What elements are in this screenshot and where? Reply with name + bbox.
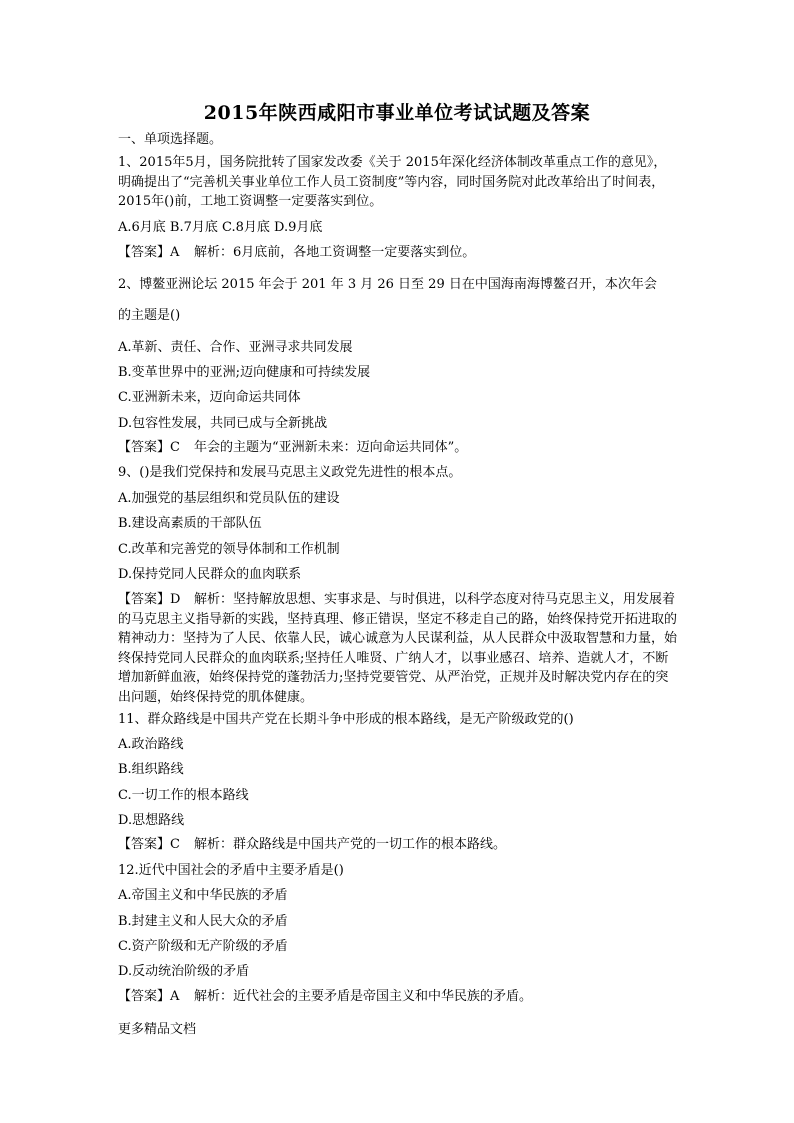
answer-tag: 【答案】C — [118, 440, 180, 455]
question-1-stem: 1、2015年5月，国务院批转了国家发改委《关于 2015年深化经济体制改革重点工作的意见》，明确提出了“完善机关事业单位工作人员工资制度”等内容，同时国务院对此改革给出了时间表，2015年()前，工地工资调整一定要落实到位。 — [118, 155, 667, 209]
question-12-option-b: B.封建主义和人民大众的矛盾 — [118, 914, 288, 929]
question-1-answer — [118, 243, 678, 262]
answer-tag: 【答案】C — [118, 837, 180, 852]
question-11-option-a: A.政治路线 — [118, 737, 184, 752]
question-9-option-c: C.改革和完善党的领导体制和工作机制 — [118, 542, 340, 557]
answer-explanation: 解析：近代社会的主要矛盾是帝国主义和中华民族的矛盾。 — [194, 989, 533, 1004]
question-11-option-c: C.一切工作的根本路线 — [118, 788, 249, 803]
answer-explanation: 解析：6月底前，各地工资调整一定要落实到位。 — [194, 245, 476, 260]
question-11-option-d: D.思想路线 — [118, 813, 185, 828]
answer-explanation: 年会的主题为“亚洲新未来：迈向命运共同体”。 — [194, 440, 468, 455]
question-9-option-a: A.加强党的基层组织和党员队伍的建设 — [118, 491, 340, 506]
question-12-option-a: A.帝国主义和中华民族的矛盾 — [118, 888, 288, 903]
answer-tag: 【答案】A — [118, 245, 180, 260]
answer-explanation: 解析：坚持解放思想、实事求是、与时俱进，以科学态度对待马克思主义，用发展着的马克思主义指导新的实践，坚持真理、修正错误，坚定不移走自己的路，始终保持党开拓进取的精神动力：坚持为了人民、依靠人民，诚心诚意为人民谋利益，从人民群众中汲取智慧和力量，始终保持党同人民群众的血肉联系;坚持任人唯贤、广纳人才，以事业感召、培养、造就人才，不断增加新鲜血液，始终保持党的蓬勃活力;坚持党要管党、从严治党，正规并及时解决党内存在的突出问题，始终保持党的肌体健康。 — [118, 592, 678, 705]
question-12-option-d: D.反动统治阶级的矛盾 — [118, 964, 250, 979]
question-12-stem: 12.近代中国社会的矛盾中主要矛盾是() — [118, 863, 344, 878]
footer-text: 更多精品文档 — [118, 1022, 197, 1037]
question-2-answer — [118, 438, 678, 457]
question-12-answer — [118, 987, 678, 1006]
question-2-option-a: A.革新、责任、合作、亚洲寻求共同发展 — [118, 340, 353, 355]
section-heading: 一、单项选择题。 — [118, 132, 223, 147]
question-2-option-b: B.变革世界中的亚洲;迈向健康和可持续发展 — [118, 365, 371, 380]
question-9-option-b: B.建设高素质的干部队伍 — [118, 516, 262, 531]
question-11-answer — [118, 835, 678, 854]
question-2-option-d: D.包容性发展，共同已成与全新挑战 — [118, 416, 328, 431]
answer-explanation: 解析：群众路线是中国共产党的一切工作的根本路线。 — [194, 837, 507, 852]
answer-tag: 【答案】A — [118, 989, 180, 1004]
question-2-stem-line1: 2、博鳌亚洲论坛 2015 年会于 201 年 3 月 26 日至 29 日在中国海南海博鳌召开，本次年会 — [118, 277, 657, 292]
question-1-options: A.6月底 B.7月底 C.8月底 D.9月底 — [118, 220, 323, 235]
question-9-answer — [118, 590, 678, 707]
question-9-stem: 9、()是我们党保持和发展马克思主义政党先进性的根本点。 — [118, 465, 462, 480]
question-9-option-d: D.保持党同人民群众的血肉联系 — [118, 567, 302, 582]
question-11-stem: 11、群众路线是中国共产党在长期斗争中形成的根本路线，是无产阶级政党的() — [118, 712, 574, 727]
question-2-option-c: C.亚洲新未来，迈向命运共同体 — [118, 390, 301, 405]
document-title: 2015年陕西咸阳市事业单位考试试题及答案 — [203, 102, 591, 124]
question-2-stem-line2: 的主题是() — [118, 308, 181, 323]
question-12-option-c: C.资产阶级和无产阶级的矛盾 — [118, 939, 288, 954]
answer-tag: 【答案】D — [118, 592, 181, 607]
question-11-option-b: B.组织路线 — [118, 762, 184, 777]
